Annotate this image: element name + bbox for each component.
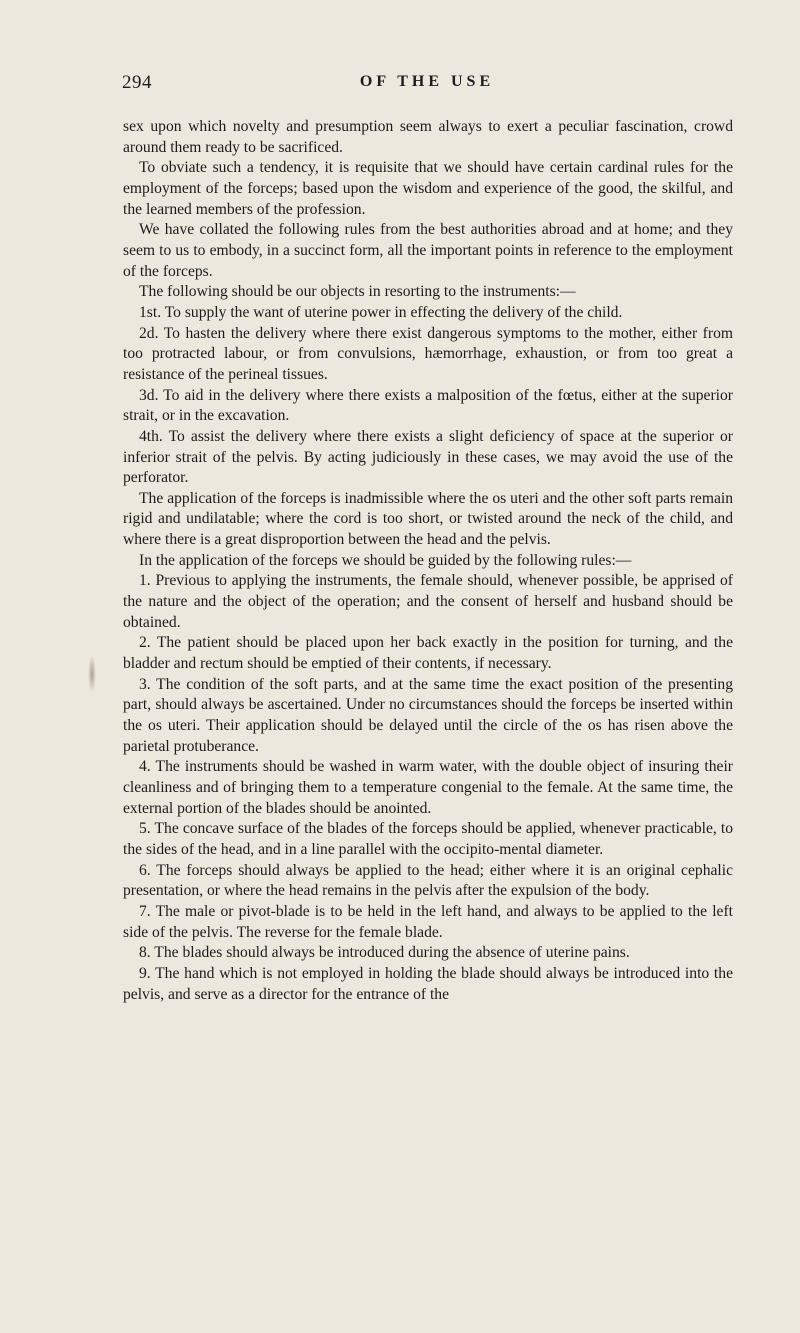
paragraph: 5. The concave surface of the blades of the forceps should be applied, whenever practicable, to the sides of the head, and in a line parallel with the occipito-mental diameter. xyxy=(123,820,733,858)
page-number: 294 xyxy=(122,72,152,93)
running-head: OF THE USE xyxy=(359,73,495,90)
paragraph: 2. The patient should be placed upon her back exactly in the position for turning, and the bladder and rectum should be emptied of their contents, if necessary. xyxy=(123,634,733,673)
paragraph: In the application of the forceps we should be guided by the following rules:— xyxy=(139,551,632,569)
paragraph: We have collated the following rules from the best authorities abroad and at home; and they seem to us to embody, in a succinct form, all the important points in reference to the employment of the forceps. xyxy=(123,221,733,280)
paragraph: 4th. To assist the delivery where there exists a slight deficiency of space at the superior or inferior strait of the pelvis. By acting judiciously in these cases, we may avoid the use of the perforator. xyxy=(123,427,733,487)
paragraph: 1st. To supply the want of uterine power in effecting the delivery of the child. xyxy=(139,303,623,321)
paragraph: The following should be our objects in resorting to the instruments:— xyxy=(139,283,576,301)
paragraph: The application of the forceps is inadmissible where the os uteri and the other soft parts remain rigid and undilatable; where the cord is too short, or twisted around the neck of the child, and where there is a great disproportion between the head and the pelvis. xyxy=(123,489,733,549)
paragraph: 6. The forceps should always be applied to the head; either where it is an original cephalic presentation, or where the head remains in the pelvis after the expulsion of the body. xyxy=(123,861,733,900)
page-header xyxy=(122,72,732,100)
paragraph: 3. The condition of the soft parts, and at the same time the exact position of the presenting part, should always be ascertained. Under no circumstances should the forceps be inserted within the os uteri. Their application should be delayed until the circle of the os has risen above the parietal protuberance. xyxy=(123,675,733,755)
paragraph: 9. The hand which is not employed in holding the blade should always be introduced into the pelvis, and serve as a director for the entrance of the xyxy=(123,964,733,1003)
paragraph: sex upon which novelty and presumption seem always to exert a peculiar fascination, crowd around them ready to be sacrificed. xyxy=(123,118,733,156)
body-text xyxy=(123,117,733,1005)
paragraph: 3d. To aid in the delivery where there exists a malposition of the fœtus, either at the superior strait, or in the excavation. xyxy=(123,386,733,425)
paragraph: 1. Previous to applying the instruments, the female should, whenever possible, be apprised of the nature and the object of the operation; and the consent of herself and husband should be obtained. xyxy=(123,572,733,631)
paragraph: 2d. To hasten the delivery where there exist dangerous symptoms to the mother, either from too protracted labour, or from convulsions, hæmorrhage, exhaustion, or from too great a resistance of the perineal tissues. xyxy=(123,324,733,383)
ink-blot xyxy=(88,655,96,693)
paragraph: 8. The blades should always be introduced during the absence of uterine pains. xyxy=(139,944,630,962)
paragraph: To obviate such a tendency, it is requisite that we should have certain cardinal rules for the employment of the forceps; based upon the wisdom and experience of the good, the skilful, and the learned members of the profession. xyxy=(123,159,733,218)
paragraph: 7. The male or pivot-blade is to be held in the left hand, and always to be applied to the left side of the pelvis. The reverse for the female blade. xyxy=(123,902,733,941)
paragraph: 4. The instruments should be washed in warm water, with the double object of insuring their cleanliness and of bringing them to a temperature congenial to the female. At the same time, the external portion of the blades should be anointed. xyxy=(123,758,733,817)
